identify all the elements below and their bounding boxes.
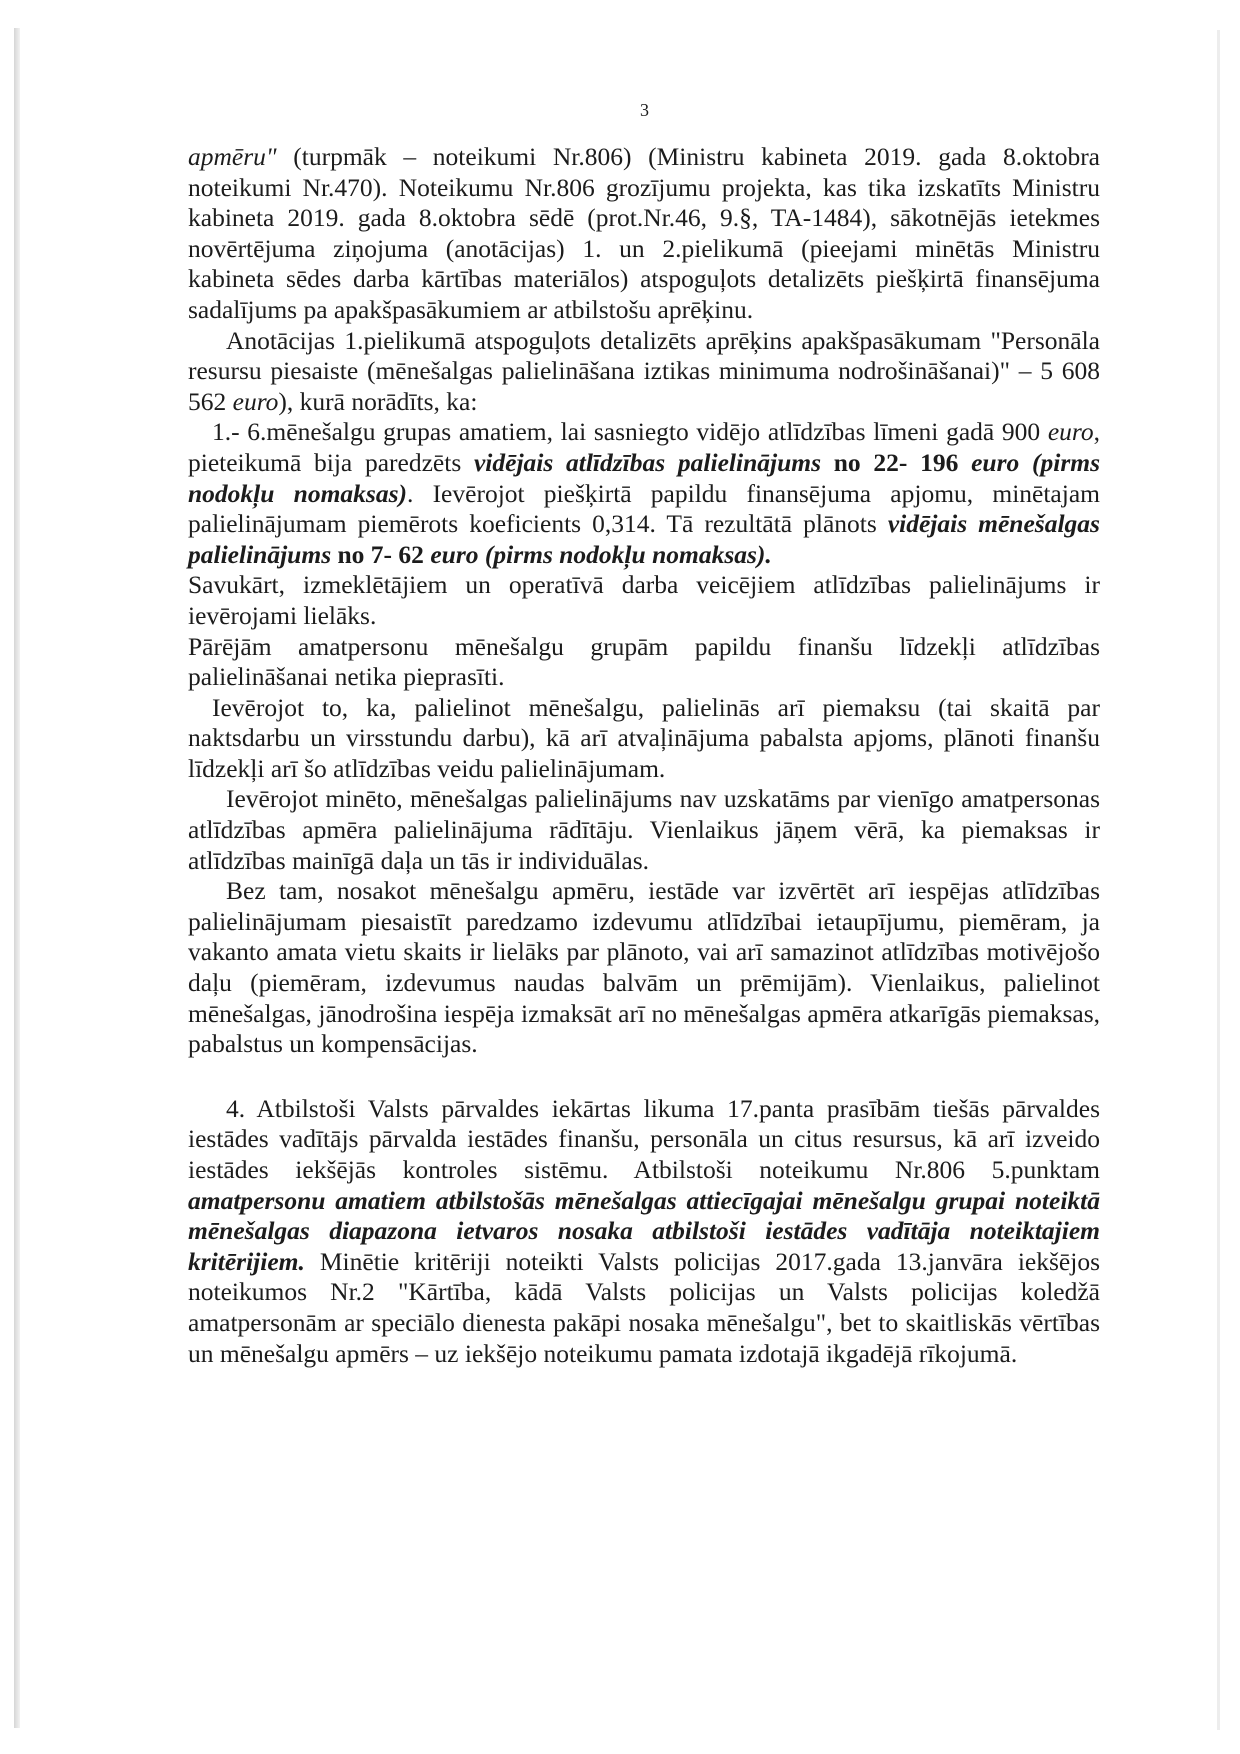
paragraph-3 [188,417,1100,570]
paragraph-5: Pārējām amatpersonu mēnešalgu grupām papildu finanšu līdzekļi atlīdzības palielināšanai netika pieprasīti. [188,631,1100,692]
paragraph-7: Ievērojot minēto, mēnešalgas palielinājums nav uzskatāms par vienīgo amatpersonas atlīdzības apmēra palielinājuma rādītāju. Vienlaikus jāņem vērā, ka piemaksas ir atlīdzības mainīgā daļa un tās ir individuālas. [188,784,1100,875]
paragraph-text: , pieteikumā bija paredzēts [188,417,1100,477]
italic-text: euro [1047,417,1094,447]
paragraph-text: Minētie kritēriji noteikti Valsts policijas 2017.gada 13.janvāra iekšējos noteikumos Nr.2 "Kārtība, kādā Valsts policijas un Valsts policijas koledžā amatpersonām ar speciālo dienesta pakāpi nosaka mēnešalgu", bet to skaitliskās vērtības un mēnešalgu apmērs – uz iekšējo noteikumu pamata izdotajā ikgadējā rīkojumā. [188,1246,1100,1368]
paragraph-text: . Ievērojot piešķirtā papildu finansējuma apjomu, minētajam palielinājumam piemērots koeficients 0,314. Tā rezultātā plānots [188,478,1100,539]
paragraph-4: Savukārt, izmeklētājiem un operatīvā darba veicējiem atlīdzības palielinājums ir ievērojami lielāks. [188,570,1100,630]
paragraph-1 [188,142,1100,326]
bold-italic-text: vidējais atlīdzības palielinājums [473,447,822,477]
scan-edge-right [1217,30,1220,1730]
paragraph-8: Bez tam, nosakot mēnešalgu apmēru, iestāde var izvērtēt arī iespējas atlīdzības palielinājumam piesaistīt paredzamo izdevumu atlīdzībai ietaupījumu, piemēram, ja vakanto amata vietu skaits ir lielāks par plānoto, vai arī samazinot atlīdzības motivējošo daļu (piemēram, izdevumus naudas balvām un prēmijām). Vienlaikus, palielinot mēnešalgas, jānodrošina iespēja izmaksāt arī no mēnešalgas apmēra atkarīgās piemaksas, pabalstus un kompensācijas. [188,876,1100,1059]
page-number: 3 [640,100,649,120]
paragraph-text: ), kurā norādīts, ka: [278,386,478,416]
section-gap [188,1060,1100,1094]
paragraph-text: Atbilstoši Valsts pārvaldes iekārtas likuma 17.panta prasībām tiešās pārvaldes iestādes vadītājs pārvalda iestādes finanšu, personāla un citus resursus, kā arī izveido iestādes iekšējās kontroles sistēmu. Atbilstoši noteikumu Nr.806 5.punktam [188,1093,1100,1184]
bold-text: no 7- 62 [331,539,431,569]
scan-edge-left [14,28,20,1728]
bold-italic-text: amatpersonu amatiem atbilstošās mēnešalgas attiecīgajai mēnešalgu grupai noteiktā mēnešalgas diapazona ietvaros nosaka atbilstoši iestādes vadītāja noteiktajiem kritērijiem. [188,1185,1100,1276]
bold-italic-text: euro (pirms nodokļu nomaksas). [430,539,772,569]
paragraph-text: 1.- 6.mēnešalgu grupas amatiem, lai sasniegto vidējo atlīdzības līmeni gadā 900 [212,417,1048,447]
italic-text: apmēru" [188,142,277,171]
paragraph-text: Anotācijas 1.pielikumā atspoguļots detalizēts aprēķins apakšpasākumam "Personāla resursu piesaiste (mēnešalgas palielināšana iztikas minimuma nodrošināšanai)" – 5 608 562 [188,325,1100,416]
bold-italic-text: vidējais mēnešalgas palielinājums [188,509,1100,569]
paragraph-text: (turpmāk – noteikumi Nr.806) (Ministru kabineta 2019. gada 8.oktobra noteikumi Nr.470). Noteikumu Nr.806 grozījumu projekta, kas tika izskatīts Ministru kabineta 2019. gada 8.oktobra sēdē (prot.Nr.46, 9.§, TA-1484), sākotnējās ietekmes novērtējuma ziņojuma (anotācijas) 1. un 2.pielikumā (pieejami minētās Ministru kabineta sēdes darba kārtības materiālos) atspoguļots detalizēts piešķirtā finansējuma sadalījums pa apakšpasākumiem ar atbilstošu aprēķinu. [188,142,1100,324]
bold-italic-text: euro (pirms nodokļu nomaksas) [188,447,1100,508]
paragraph-2 [188,326,1100,418]
italic-text: euro [232,386,279,416]
bold-text: no 22- 196 [821,447,972,477]
paragraph-9 [188,1094,1100,1369]
list-number: 4. [226,1093,246,1123]
paragraph-6: Ievērojot to, ka, palielinot mēnešalgu, palielinās arī piemaksu (tai skaitā par naktsdarbu un virsstundu darbu), kā arī atvaļinājuma pabalsta apjoms, plānoti finanšu līdzekļi arī šo atlīdzības veidu palielinājumam. [188,692,1100,783]
document-body [188,142,1100,1369]
